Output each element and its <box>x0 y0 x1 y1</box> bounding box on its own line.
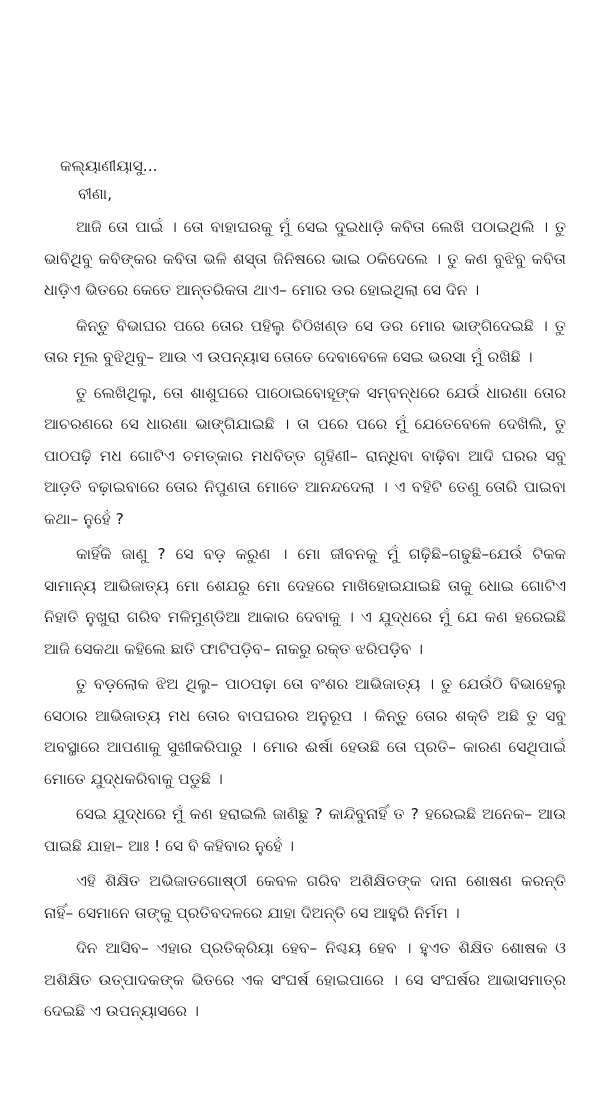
paragraph-4: କାହିଁକି ଜାଣୁ ? ସେ ବଡ଼ କରୁଣ । ମୋ ଜୀବନକୁ ମୁଁ ଗଢ଼ିଛି–ଗଢୁଛି–ଯେଉଁ ଟିକକ ସାମାନ୍ୟ ଆଭିଜାତ୍ୟ ମୋ ଶେଯରୁ ମୋ ଦେହରେ ମାଖିହୋଇଯାଇଛି ତାକୁ ଧୋଇ ଗୋଟିଏ ନିହାତି ନୁଖୁରା ଗରିବ ମଳିମୁଣ୍ଡିଆ ଆକାର ଦେବାକୁ । ଏ ଯୁଦ୍ଧରେ ମୁଁ ଯେ କଣ ହରେଇଛି ଆଜି ସେକଥା କହିଲେ ଛାତି ଫାଟିପଡ଼ିବ– ନାକରୁ ରକ୍ତ ଝରିପଡ଼ିବ । <box>44 545 566 658</box>
paragraph-7: ଏହି ଶିକ୍ଷିତ ଅଭିଜାତଗୋଷ୍ଠୀ କେବଳ ଗରିବ ଅଶିକ୍ଷିତଙ୍କ ଦାନା ଶୋଷଣ କରନ୍ତି ନାହିଁ– ସେମାନେ ତାଙ୍କୁ ପ୍ରତିବଦଳରେ ଯାହା ଦିଅନ୍ତି ସେ ଆହୁରି ନିର୍ମମ । <box>44 872 566 922</box>
paragraph-1: ଆଜି ତୋ ପାଇଁ । ତୋ ବାହାଘରକୁ ମୁଁ ସେଇ ଦୁଇଧାଡ଼ି କବିତା ଲେଖି ପଠାଇଥିଲି । ତୁ ଭାବିଥିବୁ କବିଙ୍କର କବିତା ଭଳି ଶସ୍ତା ଜିନିଷରେ ଭାଇ ଠକିଦେଲେ । ତୁ କଣ ବୁଝିବୁ କବିତା ଧାଡ଼ିଏ ଭିତରେ କେତେ ଆନ୍ତରିକତା ଥାଏ– ମୋର ଡର ହୋଇଥିଲା ସେ ଦିନ । <box>44 218 566 299</box>
letter-salutation: କଲ୍ୟାଣୀୟାସୁ... <box>60 157 158 175</box>
paragraph-3: ତୁ ଲେଖିଥିଲୁ, ତୋ ଶାଶୁଘରେ ପାଠୋଇବୋହୂଙ୍କ ସମ୍ବନ୍ଧରେ ଯେଉଁ ଧାରଣା ତୋର ଆଚରଣରେ ସେ ଧାରଣା ଭାଙ୍ଗିଯାଇଛି । ତା ପରେ ପରେ ମୁଁ ଯେତେବେଳେ ଦେଖିଲି, ତୁ ପାଠପଢ଼ି ମଧ ଗୋଟିଏ ଚମତ୍କାର ମଧବିତ୍ତ ଗୃହିଣୀ– ରାନ୍ଧିବା ବାଢ଼ିବା ଆଦି ଘରର ସବୁ ଆଡ଼ତି ବଢ଼ାଇବାରେ ତୋର ନିପୁଣତା ମୋତେ ଆନନ୍ଦଦେଲା । ଏ ବହିଟି ତେଣୁ ତୋରି ପାଇବା କଥା– ନୁହେଁ ? <box>44 383 566 528</box>
paragraph-2: କିନ୍ତୁ ବିଭାଘର ପରେ ତୋର ପହିଲୁ ଚିଠିଖଣ୍ଡ ସେ ଡର ମୋର ଭାଙ୍ଗିଦେଇଛି । ତୁ ତାର ମୂଲ ବୁଝିଥିବୁ– ଆଉ ଏ ଉପନ୍ୟାସ ତୋତେ ଦେବାବେଳେ ସେଇ ଭରସା ମୁଁ ରଖିଛି । <box>44 316 566 366</box>
paragraph-5: ତୁ ବଡ଼ଲୋକ ଝିଅ ଥିଲୁ– ପାଠପଢ଼ା ତୋ ବଂଶର ଆଭିଜାତ୍ୟ । ତୁ ଯେଉଁଠି ବିଭାହେଲୁ ସେଠାର ଆଭିଜାତ୍ୟ ମଧ ତୋର ବାପଘରର ଅନୁରୂପ । କିନ୍ତୁ ତୋର ଶକ୍ତି ଅଛି ତୁ ସବୁ ଅବସ୍ଥାରେ ଆପଣାକୁ ସୁଖୀକରିପାରୁ । ମୋର ଈର୍ଷା ହେଉଛି ତୋ ପ୍ରତି– କାରଣ ସେଥିପାଇଁ ମୋତେ ଯୁଦ୍ଧକରିବାକୁ ପଡୁଛି । <box>44 675 566 788</box>
letter-addressee: ବୀଣା, <box>78 185 113 203</box>
paragraph-6: ସେଇ ଯୁଦ୍ଧରେ ମୁଁ କଣ ହରାଇଲି ଜାଣିଛୁ ? କାନ୍ଦିବୁନାହିଁ ତ ? ହରେଇଛି ଅନେକ– ଆଉ ପାଇଛି ଯାହା– ଆଃ ! ସେ ବି କହିବାର ନୁହେଁ । <box>44 805 566 855</box>
paragraph-8: ଦିନ ଆସିବ– ଏହାର ପ୍ରତିକ୍ରିୟା ହେବ– ନିଶ୍ଚୟ ହେବ । ହୁଏତ ଶିକ୍ଷିତ ଶୋଷକ ଓ ଅଶିକ୍ଷିତ ଉତ୍ପାଦକଙ୍କ ଭିତରେ ଏକ ସଂଘର୍ଷ ହୋଇପାରେ । ସେ ସଂଘର୍ଷର ଆଭାସମାତ୍ର ଦେଇଛି ଏ ଉପନ୍ୟାସରେ । <box>44 939 566 1020</box>
